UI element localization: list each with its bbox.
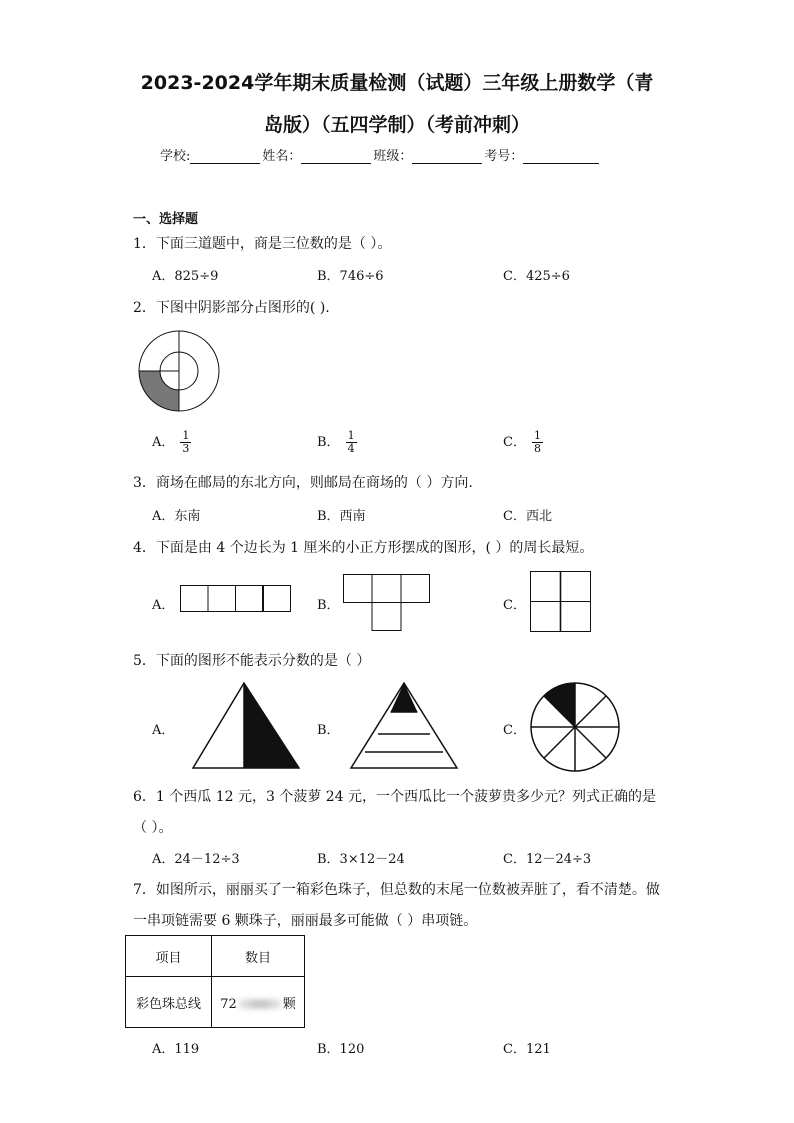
question-3-option-b[interactable]: B．西南 bbox=[317, 509, 366, 524]
question-3-option-c[interactable]: C．西北 bbox=[503, 509, 552, 524]
fraction-one-fourth bbox=[346, 430, 357, 455]
question-5-stem: 5．下面的图形不能表示分数的是（ ） bbox=[133, 653, 371, 669]
question-2-option-a[interactable] bbox=[152, 430, 191, 455]
question-6-option-a[interactable]: A．24－12÷3 bbox=[152, 852, 240, 867]
value-prefix: 72 bbox=[220, 996, 237, 1012]
fraction-numerator: 1 bbox=[347, 429, 355, 442]
name-blank[interactable] bbox=[301, 149, 371, 164]
question-7-option-b[interactable]: B．120 bbox=[317, 1042, 365, 1057]
two-by-two-square-figure bbox=[530, 571, 592, 633]
exam-number-blank[interactable] bbox=[523, 149, 599, 164]
question-5-option-a[interactable]: A． bbox=[152, 723, 175, 738]
question-4-option-a[interactable]: A． bbox=[152, 598, 175, 613]
question-4-option-b[interactable]: B． bbox=[317, 598, 340, 613]
question-4-option-c[interactable]: C． bbox=[503, 598, 526, 613]
question-3-stem: 3．商场在邮局的东北方向，则邮局在商场的（ ）方向. bbox=[133, 475, 473, 491]
ring-figure bbox=[138, 330, 220, 412]
school-label: 学校: bbox=[160, 149, 191, 164]
question-6-option-b[interactable]: B．3×12－24 bbox=[317, 852, 405, 867]
exam-number-label: 考号： bbox=[484, 149, 524, 164]
question-2-stem: 2．下图中阴影部分占图形的( ). bbox=[133, 300, 330, 316]
page-title-line2: 岛版）（五四学制）（考前冲刺） bbox=[263, 114, 530, 136]
option-letter: B． bbox=[317, 435, 340, 450]
four-squares-row-figure bbox=[180, 585, 292, 613]
question-7-option-c[interactable]: C．121 bbox=[503, 1042, 551, 1057]
question-7-option-a[interactable]: A．119 bbox=[152, 1042, 200, 1057]
table-cell-label: 彩色珠总线 bbox=[126, 977, 212, 1028]
table-cell-value bbox=[212, 977, 305, 1028]
question-1-option-c[interactable]: C．425÷6 bbox=[503, 269, 570, 284]
fraction-denominator: 8 bbox=[533, 442, 541, 455]
section-heading: 一、选择题 bbox=[133, 212, 199, 227]
fraction-denominator: 4 bbox=[347, 442, 355, 455]
question-7-stem-line1: 7．如图所示，丽丽买了一箱彩色珠子，但总数的末尾一位数被弄脏了，看不清楚。做 bbox=[133, 882, 660, 898]
value-unit: 颗 bbox=[282, 996, 296, 1012]
table-header-item: 项目 bbox=[126, 936, 212, 977]
fraction-one-third bbox=[180, 430, 191, 455]
eighths-circle-figure bbox=[530, 682, 620, 772]
table-row bbox=[126, 977, 305, 1028]
name-label: 姓名： bbox=[262, 149, 302, 164]
question-6-option-c[interactable]: C．12－24÷3 bbox=[503, 852, 592, 867]
bead-count-table bbox=[125, 935, 305, 1028]
layered-triangle-figure bbox=[350, 682, 458, 770]
fraction-numerator: 1 bbox=[533, 429, 541, 442]
question-2-option-b[interactable] bbox=[317, 430, 357, 455]
table-header-count: 数目 bbox=[212, 936, 305, 977]
option-letter: C． bbox=[503, 435, 526, 450]
option-letter: A． bbox=[152, 435, 175, 450]
fraction-one-eighth bbox=[532, 430, 543, 455]
question-3-option-a[interactable]: A．东南 bbox=[152, 509, 201, 524]
fraction-denominator: 3 bbox=[182, 442, 190, 455]
split-triangle-figure bbox=[192, 682, 300, 770]
class-blank[interactable] bbox=[412, 149, 482, 164]
question-5-option-c[interactable]: C． bbox=[503, 723, 526, 738]
class-label: 班级： bbox=[373, 149, 413, 164]
fraction-numerator: 1 bbox=[182, 429, 190, 442]
question-5-option-b[interactable]: B． bbox=[317, 723, 340, 738]
table-header-row bbox=[126, 936, 305, 977]
question-1-option-b[interactable]: B．746÷6 bbox=[317, 269, 384, 284]
smudge-mark bbox=[239, 998, 281, 1010]
t-shape-figure bbox=[343, 574, 431, 632]
question-7-stem-line2: 一串项链需要 6 颗珠子，丽丽最多可能做（ ）串项链。 bbox=[133, 913, 478, 929]
school-blank[interactable] bbox=[190, 149, 260, 164]
question-4-stem: 4．下面是由 4 个边长为 1 厘米的小正方形摆成的图形，( ）的周长最短。 bbox=[133, 540, 594, 556]
question-1-stem: 1．下面三道题中，商是三位数的是（ ）。 bbox=[133, 236, 392, 252]
question-6-stem-line1: 6．1 个西瓜 12 元，3 个菠萝 24 元，一个西瓜比一个菠萝贵多少元？列式正确的是 bbox=[133, 789, 657, 805]
page-title-line1: 2023-2024学年期末质量检测（试题）三年级上册数学（青 bbox=[140, 72, 654, 94]
student-info-line bbox=[160, 145, 601, 164]
question-2-option-c[interactable] bbox=[503, 430, 543, 455]
question-1-option-a[interactable]: A．825÷9 bbox=[152, 269, 219, 284]
question-6-stem-line2: （ ）。 bbox=[133, 820, 173, 836]
